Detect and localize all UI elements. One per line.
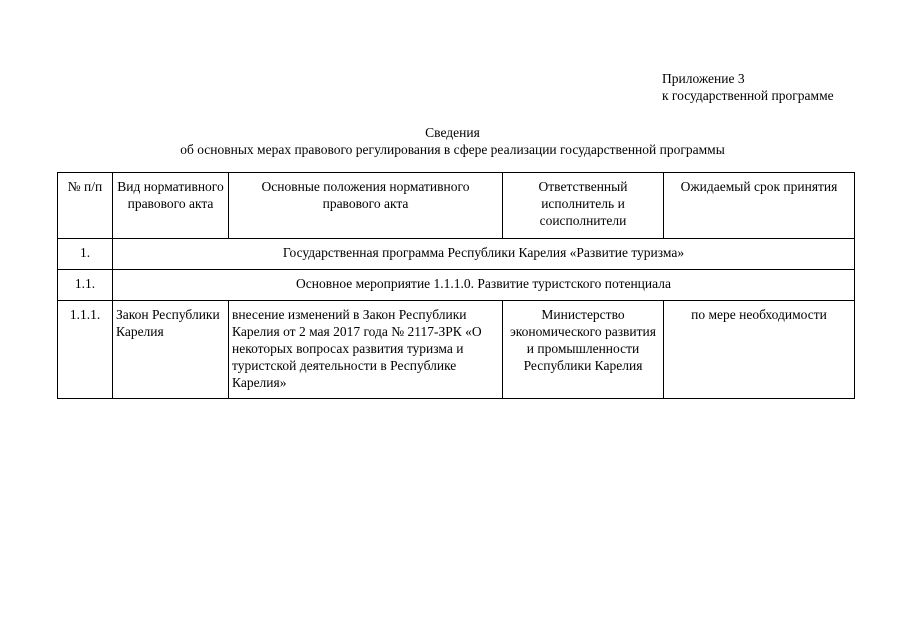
measure-number: 1.1. [58, 270, 113, 301]
annex-number: Приложение 3 [662, 71, 745, 86]
program-number: 1. [58, 239, 113, 270]
row-term: по мере необходимости [664, 301, 855, 399]
annex-reference: к государственной программе [662, 88, 834, 103]
header-executor: Ответственный исполнитель и соисполнители [503, 173, 664, 239]
heading-subtitle: об основных мерах правового регулирования в сфере реализации государственной программы [180, 142, 725, 157]
measure-title: Основное мероприятие 1.1.1.0. Развитие туристского потенциала [113, 270, 855, 301]
document-heading [0, 124, 905, 158]
table-row-program [58, 239, 855, 270]
row-provisions: внесение изменений в Закон Республики Карелия от 2 мая 2017 года № 2117-ЗРК «О некоторых вопросах развития туризма и туристской деятельности в Республике Карелия» [229, 301, 503, 399]
heading-title: Сведения [425, 125, 480, 140]
table-row-measure [58, 270, 855, 301]
row-number: 1.1.1. [58, 301, 113, 399]
measures-table [57, 172, 855, 399]
table-row [58, 301, 855, 399]
header-act-type: Вид нормативного правового акта [113, 173, 229, 239]
table-header-row [58, 173, 855, 239]
row-executor: Министерство экономического развития и промышленности Республики Карелия [503, 301, 664, 399]
annex-label [662, 70, 834, 104]
program-title: Государственная программа Республики Карелия «Развитие туризма» [113, 239, 855, 270]
header-term: Ожидаемый срок принятия [664, 173, 855, 239]
header-provisions: Основные положения нормативного правового акта [229, 173, 503, 239]
header-number: № п/п [58, 173, 113, 239]
row-act-type: Закон Республики Карелия [113, 301, 229, 399]
